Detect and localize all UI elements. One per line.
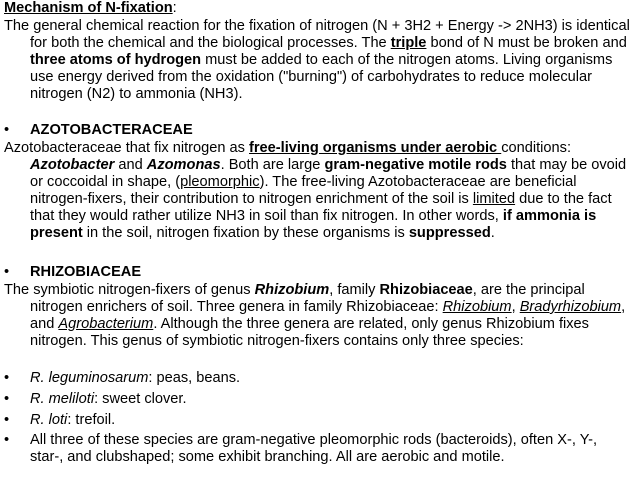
section-title-rhizobiaceae: RHIZOBIACEAE bbox=[30, 264, 142, 280]
text: and bbox=[114, 157, 147, 173]
text: must be added to each of the nitrogen atoms. Living organisms use energy derived from the oxidation ("burning") of carbohydrates to reduce molecular nitrogen (N2) to ammonia (NH3). bbox=[30, 52, 613, 102]
species-name: R. meliloti bbox=[30, 391, 95, 407]
text: , bbox=[511, 299, 520, 315]
species-desc: : sweet clover. bbox=[94, 391, 187, 407]
text: , and bbox=[30, 299, 626, 332]
genus-agrobacterium: Agrobacterium bbox=[58, 316, 154, 332]
genus-bradyrhizobium: Bradyrhizobium bbox=[519, 299, 622, 315]
heading-title: Mechanism of N-fixation bbox=[4, 0, 173, 16]
text: , family bbox=[329, 282, 380, 298]
species-text bbox=[30, 370, 630, 387]
species-name: R. loti bbox=[30, 412, 68, 428]
emphasis-free-living: free-living organisms under aerobic bbox=[249, 140, 502, 156]
text: The general chemical reaction for the fixation of nitrogen (N + 3H2 + Energy -> 2NH3) is identical for both the chemical and the biological processes. The bbox=[4, 18, 630, 51]
emphasis-if-ammonia: if ammonia is present bbox=[30, 208, 597, 241]
text: conditions: bbox=[501, 140, 572, 156]
family-rhizobiaceae: Rhizobiaceae bbox=[379, 282, 473, 298]
text: bond of N must be broken and bbox=[426, 35, 627, 51]
genus-rhizobium-link: Rhizobium bbox=[442, 299, 512, 315]
bullet-icon: • bbox=[4, 122, 10, 138]
term-pleomorphic: pleomorphic bbox=[180, 174, 260, 190]
text: that may be ovoid or coccoidal in shape, ( bbox=[30, 157, 627, 190]
paragraph-mechanism bbox=[4, 18, 630, 103]
species-name: R. leguminosarum bbox=[30, 370, 149, 386]
heading-colon: : bbox=[172, 0, 177, 16]
genus-azomonas: Azomonas bbox=[146, 157, 221, 173]
emphasis-suppressed: suppressed bbox=[408, 225, 491, 241]
text: , are the principal nitrogen enrichers of soil. Three genera in family Rhizobiaceae: bbox=[30, 282, 585, 315]
text: Azotobacteraceae that fix nitrogen as bbox=[4, 140, 250, 156]
emphasis-triple: triple bbox=[390, 35, 427, 51]
term-limited: limited bbox=[472, 191, 516, 207]
species-desc: : peas, beans. bbox=[148, 370, 241, 386]
heading bbox=[4, 0, 630, 17]
paragraph-rhizobiaceae bbox=[4, 282, 630, 350]
bullet-icon: • bbox=[4, 391, 10, 407]
species-text bbox=[30, 391, 630, 408]
species-desc: : trefoil. bbox=[67, 412, 116, 428]
text: The symbiotic nitrogen-fixers of genus bbox=[4, 282, 255, 298]
genus-rhizobium: Rhizobium bbox=[254, 282, 330, 298]
summary-text: All three of these species are gram-negative pleomorphic rods (bacteroids), often X-, Y-, star-, and clubshaped; some exhibit branching. All are aerobic and motile. bbox=[30, 432, 598, 465]
paragraph-azotobacteraceae bbox=[4, 140, 630, 242]
species-text bbox=[30, 412, 630, 429]
genus-azotobacter: Azotobacter bbox=[30, 157, 115, 173]
text: . Although the three genera are related, only genus Rhizobium fixes nitrogen. This genus of symbiotic nitrogen-fixers contains only three species: bbox=[30, 316, 589, 349]
text: . Both are large bbox=[220, 157, 325, 173]
bullet-icon: • bbox=[4, 432, 10, 448]
text: . bbox=[490, 225, 495, 241]
text: in the soil, nitrogen fixation by these organisms is bbox=[82, 225, 409, 241]
text: ). The free-living Azotobacteraceae are beneficial nitrogen-fixers, their contribution to nitrogen enrichment of the soil is bbox=[30, 174, 577, 207]
emphasis-three-atoms: three atoms of hydrogen bbox=[30, 52, 202, 68]
text: due to the fact that they would rather utilize NH3 in soil than fix nitrogen. In other words, bbox=[30, 191, 612, 224]
bullet-icon: • bbox=[4, 412, 10, 428]
section-title-azotobacteraceae: AZOTOBACTERACEAE bbox=[30, 122, 193, 138]
bullet-icon: • bbox=[4, 370, 10, 386]
emphasis-gram-negative: gram-negative motile rods bbox=[324, 157, 507, 173]
bullet-icon: • bbox=[4, 264, 10, 280]
